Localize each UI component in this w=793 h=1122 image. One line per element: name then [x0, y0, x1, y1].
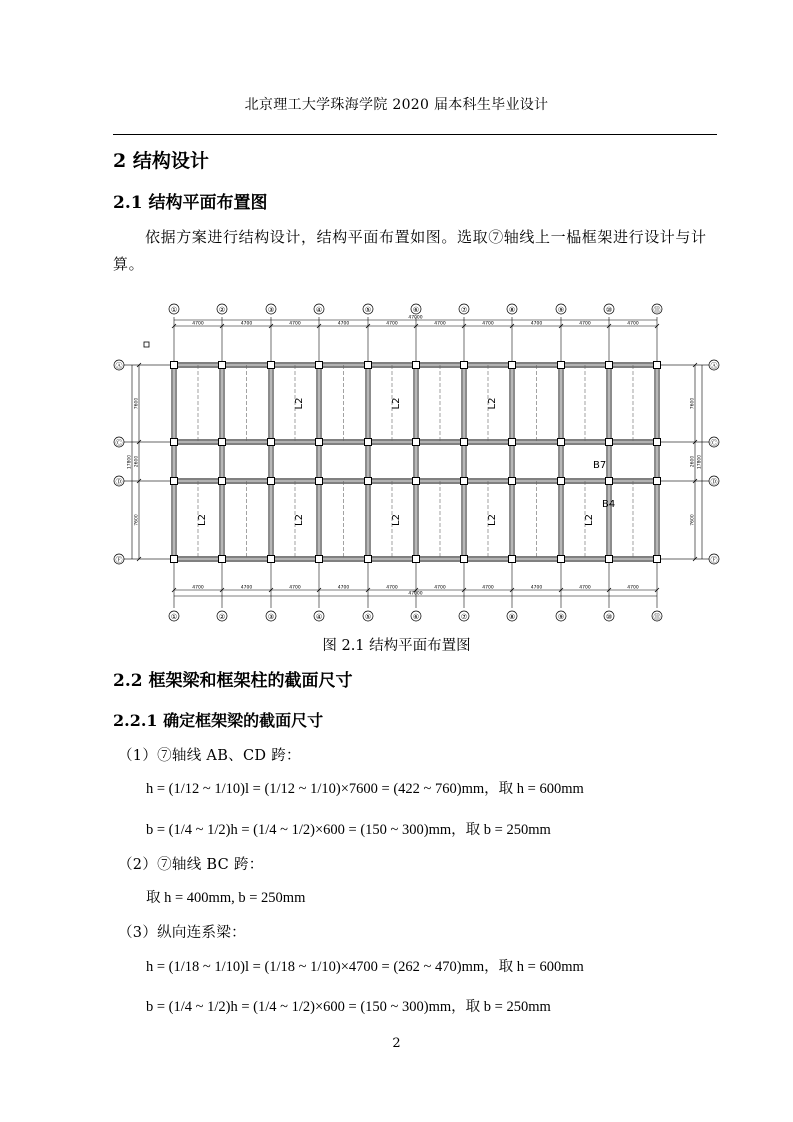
bay-dimension-label: 4700 — [482, 321, 494, 327]
left-span-dimension-label: 7600 — [134, 514, 140, 526]
frame-column — [509, 362, 516, 369]
column-axis-label: ② — [218, 306, 226, 314]
frame-column — [219, 478, 226, 485]
beam-label-bottom: L2 — [294, 514, 305, 526]
frame-column — [316, 556, 323, 563]
section-2-2-title: 2.2 框架梁和框架柱的截面尺寸 — [113, 671, 353, 691]
frame-column — [413, 556, 420, 563]
frame-column — [171, 439, 178, 446]
frame-column — [268, 556, 275, 563]
frame-column — [461, 439, 468, 446]
bay-dimension-label: 4700 — [337, 321, 350, 327]
frame-column — [606, 478, 613, 485]
figure-caption: 图 2.1 结构平面布置图 — [322, 638, 471, 654]
item-1-formula-h: h = (1/12 ~ 1/10)l = (1/12 ~ 1/10)×7600 = (422 ~ 760)mm，取 h = 600mm — [146, 781, 584, 797]
frame-column — [558, 478, 565, 485]
overall-depth-label: 17800 — [127, 454, 133, 470]
bay-dimension-label: 4700 — [434, 321, 446, 327]
beam-label-top: L2 — [294, 397, 305, 410]
section-2-1-title: 2.1 结构平面布置图 — [113, 193, 268, 213]
item-2-formula: 取 h = 400mm, b = 250mm — [146, 890, 306, 906]
column-axis-label: ⑥ — [412, 306, 420, 314]
bay-dimension-label: 4700 — [386, 585, 398, 591]
beam-label-top: L2 — [487, 397, 498, 410]
frame-column — [654, 556, 661, 563]
bay-dimension-label: 4700 — [482, 585, 494, 591]
beam-label-bottom: L2 — [197, 514, 208, 526]
column-axis-label: ⑧ — [508, 306, 516, 314]
row-axis-label: Ⓒ — [710, 439, 718, 447]
beam-label-top: L2 — [391, 397, 402, 410]
bay-dimension-label: 4700 — [579, 321, 591, 327]
frame-column — [268, 439, 275, 446]
column-axis-label: ⑥ — [412, 613, 420, 621]
column-axis-label: ⑩ — [605, 613, 613, 621]
row-axis-label: Ⓕ — [710, 556, 718, 564]
column-axis-label: ⑤ — [364, 306, 372, 314]
item-2-label: （2）⑦轴线 BC 跨： — [118, 857, 264, 873]
column-axis-label: ⑦ — [460, 613, 468, 621]
header-rule — [113, 134, 717, 135]
bay-dimension-label: 4700 — [530, 585, 543, 591]
column-axis-label: ③ — [267, 613, 275, 621]
overall-depth-label: 17800 — [697, 454, 703, 470]
frame-column — [365, 478, 372, 485]
frame-column — [606, 362, 613, 369]
row-axis-label: Ⓐ — [710, 362, 718, 370]
frame-column — [654, 439, 661, 446]
beam-label-bottom: L2 — [391, 514, 402, 526]
column-axis-label: ⑪ — [653, 306, 661, 314]
bay-dimension-label: 4700 — [337, 585, 350, 591]
column-axis-label: ⑪ — [653, 613, 661, 621]
frame-column — [461, 478, 468, 485]
frame-column — [316, 362, 323, 369]
structural-plan-figure — [113, 300, 721, 624]
frame-column — [268, 478, 275, 485]
beam-tag-b4: B4 — [602, 499, 616, 510]
bay-dimension-label: 4700 — [579, 585, 591, 591]
frame-column — [509, 439, 516, 446]
chapter-title: 2 结构设计 — [113, 150, 209, 172]
frame-column — [461, 362, 468, 369]
total-dimension-label: 47000 — [408, 315, 423, 321]
frame-column — [461, 556, 468, 563]
frame-column — [509, 556, 516, 563]
column-axis-label: ④ — [315, 613, 323, 621]
running-header: 北京理工大学珠海学院 2020 届本科生毕业设计 — [244, 97, 549, 113]
right-span-dimension-label: 7600 — [690, 514, 696, 526]
frame-column — [413, 439, 420, 446]
frame-column — [219, 362, 226, 369]
beam-tag-b7: B7 — [593, 460, 607, 471]
bay-dimension-label: 4700 — [192, 585, 204, 591]
column-axis-label: ⑩ — [605, 306, 613, 314]
column-axis-label: ③ — [267, 306, 275, 314]
frame-column — [413, 362, 420, 369]
column-axis-label: ⑧ — [508, 613, 516, 621]
row-axis-label: Ⓕ — [115, 556, 123, 564]
item-3-formula-h: h = (1/18 ~ 1/10)l = (1/18 ~ 1/10)×4700 = (262 ~ 470)mm，取 h = 600mm — [146, 959, 584, 975]
frame-column — [654, 362, 661, 369]
bay-dimension-label: 4700 — [530, 321, 543, 327]
column-axis-label: ④ — [315, 306, 323, 314]
bay-dimension-label: 4700 — [240, 585, 253, 591]
frame-column — [558, 556, 565, 563]
item-1-formula-b: b = (1/4 ~ 1/2)h = (1/4 ~ 1/2)×600 = (150 ~ 300)mm，取 b = 250mm — [146, 822, 551, 838]
right-span-dimension-label: 2600 — [690, 455, 696, 468]
section-2-2-1-title: 2.2.1 确定框架梁的截面尺寸 — [113, 711, 324, 730]
frame-column — [606, 556, 613, 563]
row-axis-label: Ⓓ — [115, 478, 123, 486]
beam-label-bottom: L2 — [584, 514, 595, 526]
left-span-dimension-label: 7600 — [134, 397, 140, 410]
frame-column — [558, 439, 565, 446]
section-2-1-paragraph: 依据方案进行结构设计，结构平面布置如图。选取⑦轴线上一榀框架进行设计与计算。 — [113, 228, 707, 273]
bay-dimension-label: 4700 — [627, 585, 639, 591]
frame-column — [558, 362, 565, 369]
frame-column — [171, 478, 178, 485]
frame-column — [654, 478, 661, 485]
column-axis-label: ① — [170, 613, 178, 621]
bay-dimension-label: 4700 — [627, 321, 639, 327]
row-axis-label: Ⓓ — [710, 478, 718, 486]
column-axis-label: ⑨ — [557, 306, 565, 314]
column-axis-label: ② — [218, 613, 226, 621]
item-3-label: （3）纵向连系梁： — [118, 925, 246, 941]
bay-dimension-label: 4700 — [192, 321, 204, 327]
column-axis-label: ⑨ — [557, 613, 565, 621]
frame-column — [606, 439, 613, 446]
plan-marker — [144, 342, 149, 347]
column-axis-label: ⑤ — [364, 613, 372, 621]
frame-column — [316, 478, 323, 485]
frame-column — [365, 556, 372, 563]
frame-column — [171, 362, 178, 369]
column-axis-label: ⑦ — [460, 306, 468, 314]
frame-column — [316, 439, 323, 446]
left-span-dimension-label: 2600 — [134, 455, 140, 468]
bay-dimension-label: 4700 — [289, 321, 301, 327]
bay-dimension-label: 4700 — [289, 585, 301, 591]
beam-label-bottom: L2 — [487, 514, 498, 526]
row-axis-label: Ⓐ — [115, 362, 123, 370]
bay-dimension-label: 4700 — [240, 321, 253, 327]
frame-column — [268, 362, 275, 369]
bay-dimension-label: 4700 — [434, 585, 446, 591]
frame-column — [219, 556, 226, 563]
bay-dimension-label: 4700 — [386, 321, 398, 327]
column-axis-label: ① — [170, 306, 178, 314]
item-3-formula-b: b = (1/4 ~ 1/2)h = (1/4 ~ 1/2)×600 = (150 ~ 300)mm，取 b = 250mm — [146, 999, 551, 1015]
total-dimension-label: 47000 — [408, 591, 423, 597]
right-span-dimension-label: 7600 — [690, 397, 696, 410]
frame-column — [365, 439, 372, 446]
row-axis-label: Ⓒ — [115, 439, 123, 447]
structural-plan-drawing — [113, 300, 721, 624]
page-number: 2 — [392, 1036, 401, 1051]
item-1-label: （1）⑦轴线 AB、CD 跨： — [118, 748, 301, 764]
frame-column — [219, 439, 226, 446]
frame-column — [413, 478, 420, 485]
frame-column — [365, 362, 372, 369]
frame-column — [509, 478, 516, 485]
frame-column — [171, 556, 178, 563]
